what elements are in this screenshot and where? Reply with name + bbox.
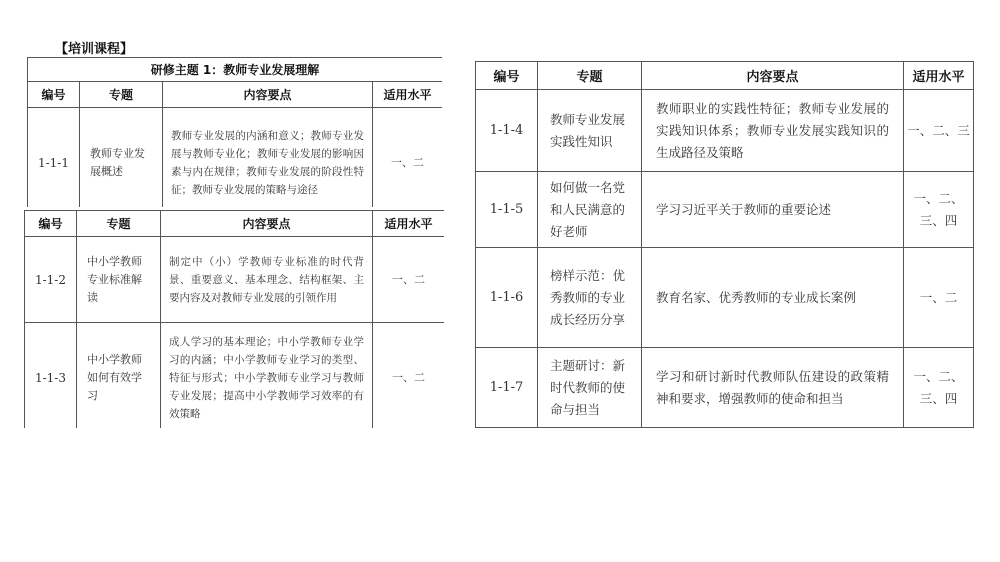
header-id: 编号	[476, 62, 538, 90]
header-content: 内容要点	[163, 82, 373, 108]
row-content: 教师专业发展的内涵和意义；教师专业发展与教师专业化；教师专业发展的影响因素与内在规律；教师专业发展的阶段性特征；教师专业发展的策略与途径	[163, 108, 373, 208]
page-title: 【培训课程】	[55, 42, 134, 57]
row-id: 1-1-2	[25, 237, 77, 323]
row-topic: 主题研讨：新时代教师的使命与担当	[538, 348, 642, 428]
row-level: 一、二	[904, 248, 974, 348]
row-topic: 教师专业发展实践性知识	[538, 90, 642, 172]
header-id: 编号	[25, 211, 77, 237]
row-content: 学习和研讨新时代教师队伍建设的政策精神和要求，增强教师的使命和担当	[642, 348, 904, 428]
row-id: 1-1-4	[476, 90, 538, 172]
row-level: 一、二	[373, 237, 445, 323]
header-topic: 专题	[538, 62, 642, 90]
theme-banner: 研修主题 1：教师专业发展理解	[28, 58, 443, 82]
row-id: 1-1-7	[476, 348, 538, 428]
header-content: 内容要点	[161, 211, 373, 237]
header-topic: 专题	[80, 82, 163, 108]
course-table-2	[24, 210, 444, 428]
row-topic: 如何做一名党和人民满意的好老师	[538, 172, 642, 248]
row-topic: 榜样示范：优秀教师的专业成长经历分享	[538, 248, 642, 348]
course-table-1	[27, 57, 442, 207]
table-row	[476, 172, 974, 248]
left-table-2-container	[24, 210, 444, 428]
row-topic: 中小学教师如何有效学习	[77, 323, 161, 429]
table-row	[28, 108, 443, 208]
row-topic: 教师专业发展概述	[80, 108, 163, 208]
table-row	[25, 237, 445, 323]
row-content: 教育名家、优秀教师的专业成长案例	[642, 248, 904, 348]
row-id: 1-1-5	[476, 172, 538, 248]
right-table-container	[475, 61, 973, 428]
row-id: 1-1-3	[25, 323, 77, 429]
row-level: 一、二	[373, 108, 443, 208]
row-level: 一、二、三	[904, 90, 974, 172]
row-id: 1-1-1	[28, 108, 80, 208]
header-level: 适用水平	[373, 82, 443, 108]
row-content: 制定中（小）学教师专业标准的时代背景、重要意义、基本理念、结构框架、主要内容及对教师专业发展的引领作用	[161, 237, 373, 323]
row-level: 一、二	[373, 323, 445, 429]
header-level: 适用水平	[904, 62, 974, 90]
table-row	[25, 323, 445, 429]
row-content: 成人学习的基本理论；中小学教师专业学习的内涵；中小学教师专业学习的类型、特征与形式；中小学教师专业学习与教师专业发展；提高中小学教师学习效率的有效策略	[161, 323, 373, 429]
left-table-1-container	[27, 57, 442, 207]
header-content: 内容要点	[642, 62, 904, 90]
row-level: 一、二、三、四	[904, 172, 974, 248]
table-row	[476, 248, 974, 348]
row-content: 学习习近平关于教师的重要论述	[642, 172, 904, 248]
table-row	[476, 90, 974, 172]
row-content: 教师职业的实践性特征；教师专业发展的实践知识体系；教师专业发展实践知识的生成路径及策略	[642, 90, 904, 172]
course-table-3	[475, 61, 974, 428]
row-topic: 中小学教师专业标准解读	[77, 237, 161, 323]
header-level: 适用水平	[373, 211, 445, 237]
row-id: 1-1-6	[476, 248, 538, 348]
row-level: 一、二、三、四	[904, 348, 974, 428]
table-row	[476, 348, 974, 428]
header-topic: 专题	[77, 211, 161, 237]
header-id: 编号	[28, 82, 80, 108]
